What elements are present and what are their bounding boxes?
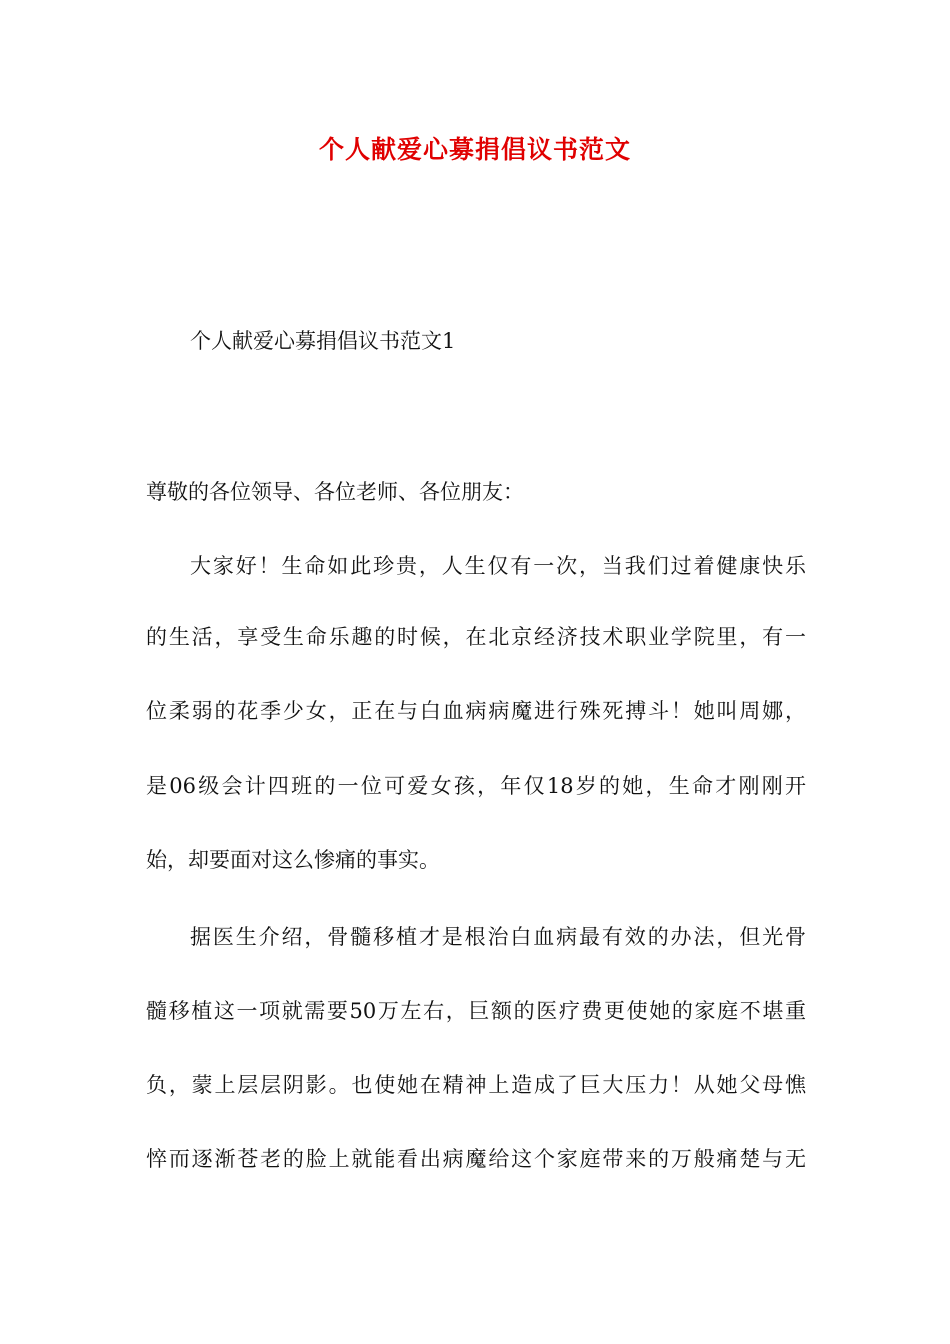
paragraph-2-line-1: 据医生介绍，骨髓移植才是根治白血病最有效的办法，但光骨 xyxy=(190,925,806,949)
paragraph-1-line-4: 是06级会计四班的一位可爱女孩，年仅18岁的她，生命才刚刚开 xyxy=(146,774,806,798)
paragraph-1-line-1: 大家好！生命如此珍贵，人生仅有一次，当我们过着健康快乐 xyxy=(190,554,806,578)
salutation: 尊敬的各位领导、各位老师、各位朋友： xyxy=(146,480,524,504)
paragraph-2-line-2: 髓移植这一项就需要50万左右，巨额的医疗费更使她的家庭不堪重 xyxy=(146,999,806,1023)
document-title: 个人献爱心募捐倡议书范文 xyxy=(318,135,631,164)
paragraph-1-line-2: 的生活，享受生命乐趣的时候，在北京经济技术职业学院里，有一 xyxy=(146,625,806,649)
paragraph-2-line-4: 悴而逐渐苍老的脸上就能看出病魔给这个家庭带来的万般痛楚与无 xyxy=(146,1147,806,1171)
paragraph-1-line-3: 位柔弱的花季少女，正在与白血病病魔进行殊死搏斗！她叫周娜， xyxy=(146,699,806,723)
paragraph-2-line-3: 负，蒙上层层阴影。也使她在精神上造成了巨大压力！从她父母憔 xyxy=(146,1073,806,1097)
paragraph-1-line-5: 始，却要面对这么惨痛的事实。 xyxy=(146,848,440,872)
section-heading: 个人献爱心募捐倡议书范文1 xyxy=(190,329,456,353)
